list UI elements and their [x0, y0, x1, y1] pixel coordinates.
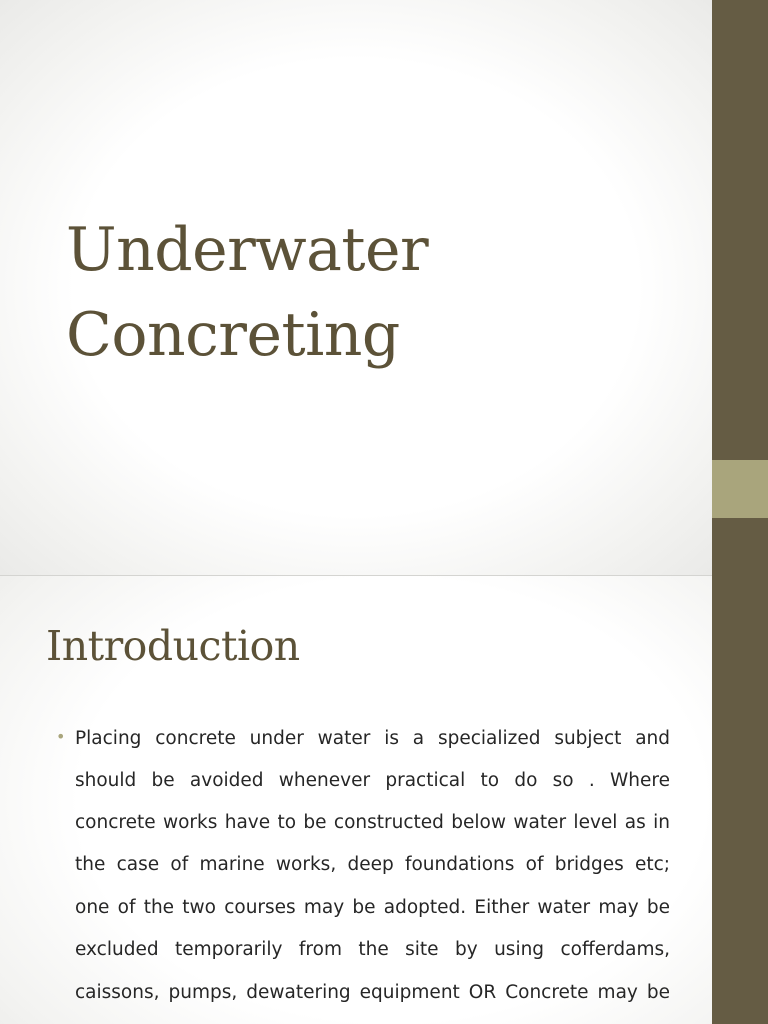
slide-title-line-2: Concreting: [66, 300, 400, 370]
bullet-icon: •: [56, 727, 66, 746]
section-heading: Introduction: [46, 622, 300, 670]
body-text-line: excluded temporarily from the site by using cofferdams,: [75, 939, 670, 960]
body-text-line: one of the two courses may be adopted. Either water may be: [75, 897, 670, 918]
slide-title-line-1: Underwater: [66, 215, 429, 285]
body-text-line: Placing concrete under water is a specialized subject and: [75, 728, 670, 749]
body-text-line: the case of marine works, deep foundations of bridges etc;: [75, 854, 670, 875]
body-text-line: concrete works have to be constructed below water level as in: [75, 812, 670, 833]
side-decoration-accent: [712, 460, 768, 518]
body-text-line: caissons, pumps, dewatering equipment OR Concrete may be: [75, 982, 670, 1003]
body-text-line: should be avoided whenever practical to do so . Where: [75, 770, 670, 791]
